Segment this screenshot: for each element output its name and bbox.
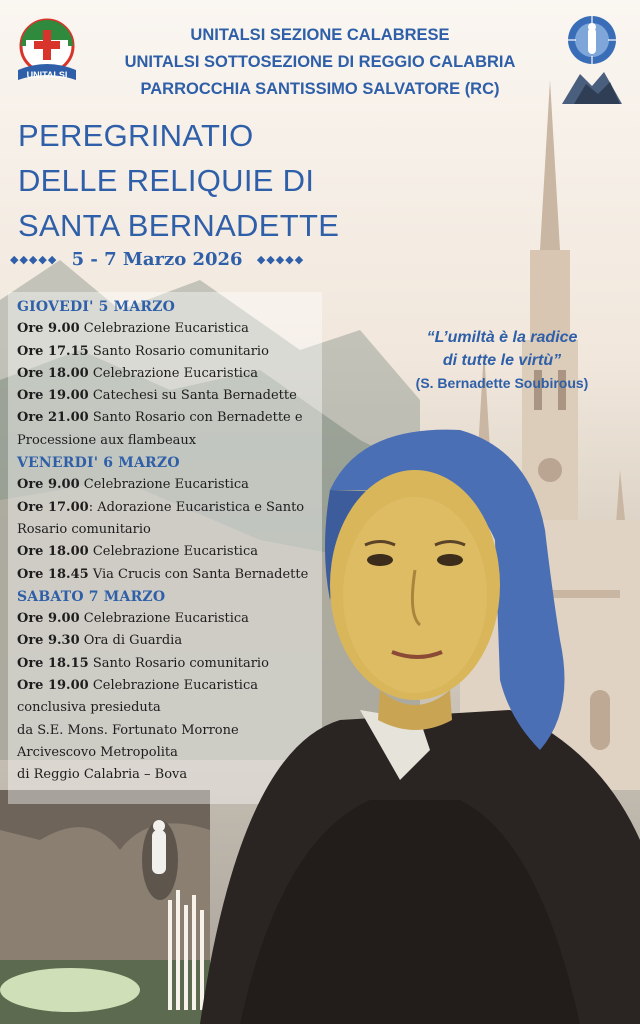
quote-line-2: di tutte le virtù” [442,352,562,369]
schedule-item [17,363,327,385]
org-line-1: UNITALSI SEZIONE CALABRESE [190,26,450,44]
schedule-time: Ore 9.00 [17,611,80,627]
closing-line: da S.E. Mons. Fortunato Morrone [17,722,239,738]
schedule-activity: Celebrazione Eucaristica [88,365,258,381]
unitalsi-logo-text: UNITALSI [26,70,68,80]
schedule-time: Ore 18.00 [17,544,89,560]
schedule-time: Ore 18.15 [17,655,89,671]
schedule-activity: Ora di Guardia [79,633,183,649]
schedule-time: Ore 17.00 [17,499,89,515]
schedule-item [17,385,327,407]
schedule-activity: Celebrazione Eucaristica [88,678,258,694]
schedule-time: Ore 17.15 [17,343,89,359]
title-line-2: DELLE RELIQUIE DI [18,163,315,198]
schedule-time: Ore 21.00 [17,410,89,426]
schedule-time: Ore 9.00 [17,477,80,493]
bernadette-portrait [180,420,640,1024]
closing-line: Arcivescovo Metropolita [17,744,178,760]
schedule-continuation: Rosario comunitario [17,521,151,537]
quote-author: (S. Bernadette Soubirous) [415,375,589,391]
diamond-ornament-right: ◆◆◆◆◆ [256,253,305,266]
schedule-time: Ore 18.45 [17,566,89,582]
title-line-1: PEREGRINATIO [18,118,254,153]
schedule-time: Ore 19.00 [17,678,89,694]
schedule-activity: : Adorazione Eucaristica e Santo [88,499,305,515]
quote-block [384,326,620,394]
schedule-continuation: Processione aux flambeaux [17,432,197,448]
schedule-item [17,341,327,363]
schedule-activity: Catechesi su Santa Bernadette [88,388,297,404]
schedule-time: Ore 9.30 [17,633,80,649]
schedule-time: Ore 9.00 [17,321,80,337]
org-line-3: PARROCCHIA SANTISSIMO SALVATORE (RC) [140,80,500,98]
schedule-activity: Celebrazione Eucaristica [79,321,249,337]
org-line-2: UNITALSI SOTTOSEZIONE DI REGGIO CALABRIA [124,53,516,71]
schedule-activity: Celebrazione Eucaristica [88,544,258,560]
title-line-3: SANTA BERNADETTE [18,208,340,243]
closing-line: di Reggio Calabria – Bova [17,767,188,783]
schedule-activity: Santo Rosario con Bernadette e [88,410,303,426]
schedule-activity: Santo Rosario comunitario [88,343,269,359]
diamond-ornament-left: ◆◆◆◆◆ [10,253,58,266]
grotto-background [0,790,210,1024]
quote-line-1: “L’umiltà è la radice [426,329,578,346]
schedule-item [17,318,327,340]
event-dates-text: 5 - 7 Marzo 2026 [71,249,243,270]
schedule-activity: Celebrazione Eucaristica [79,611,249,627]
day-heading: GIOVEDI' 5 MARZO [17,299,176,315]
schedule-time: Ore 19.00 [17,388,89,404]
day-heading: SABATO 7 MARZO [17,588,166,605]
schedule-time: Ore 18.00 [17,365,89,381]
day-heading: VENERDI' 6 MARZO [17,455,180,472]
schedule-activity: Celebrazione Eucaristica [79,477,249,493]
closing-line: conclusiva presieduta [17,700,161,716]
schedule-activity: Via Crucis con Santa Bernadette [88,566,309,582]
event-dates [10,249,304,270]
schedule-activity: Santo Rosario comunitario [88,655,269,671]
